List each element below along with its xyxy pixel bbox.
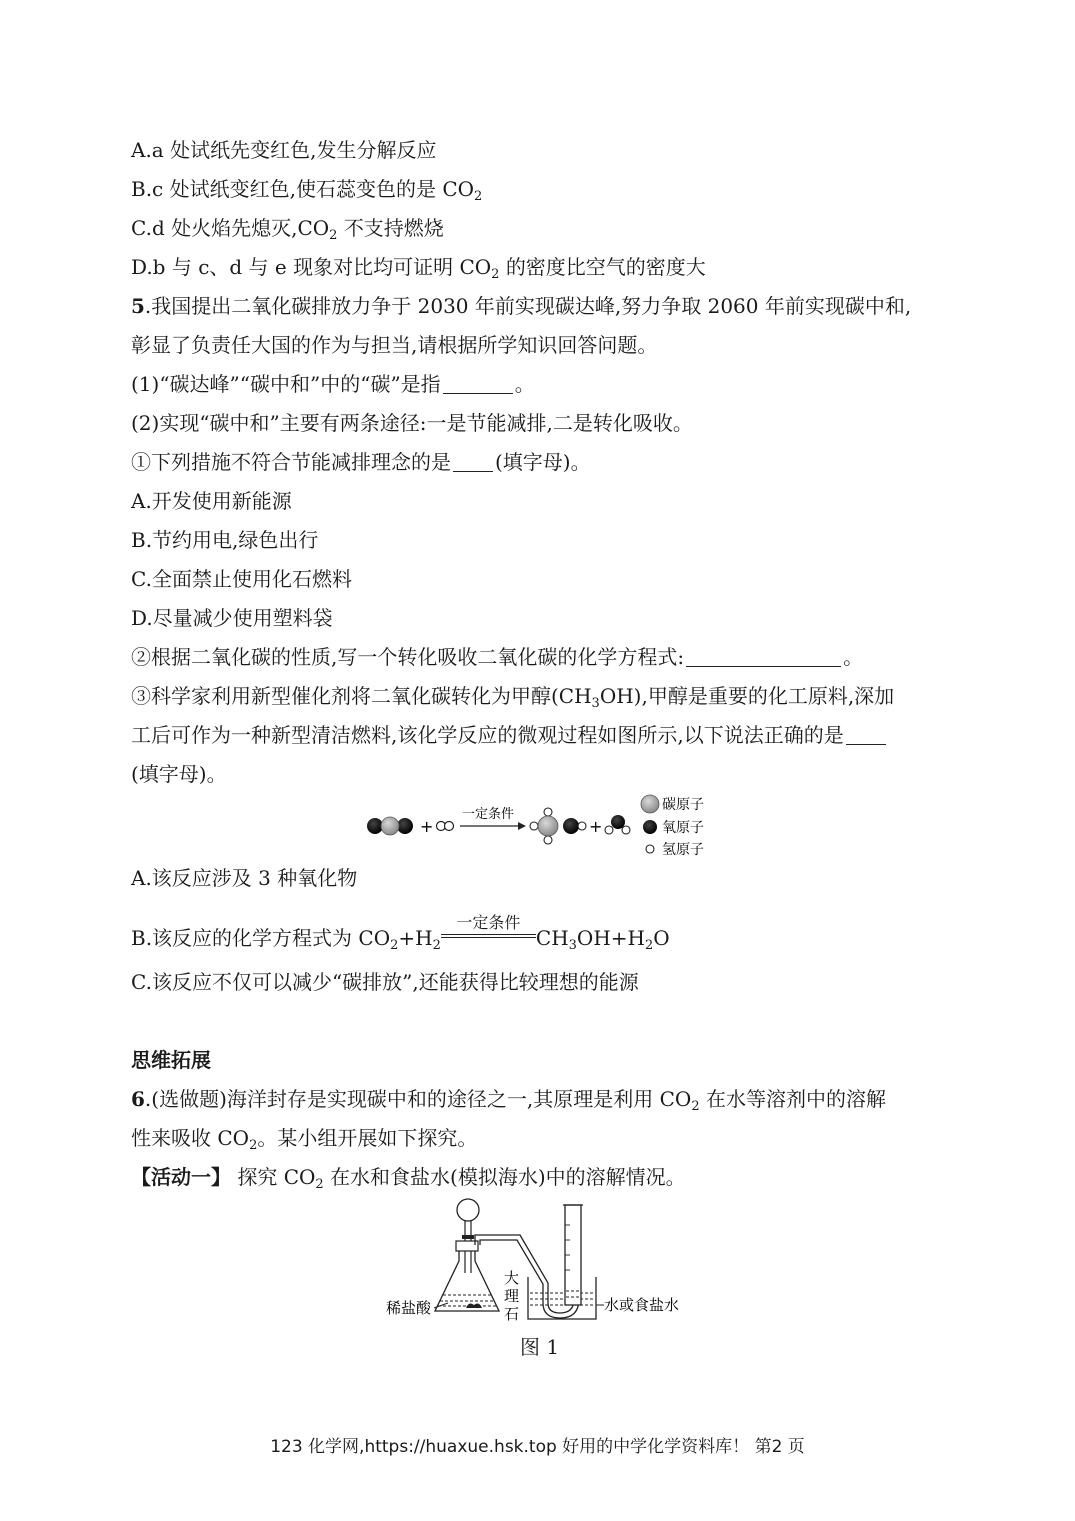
answer-blank[interactable] — [686, 646, 841, 667]
option-text: B.节约用电,绿色出行 — [131, 528, 319, 552]
label-marble-3: 石 — [504, 1305, 520, 1323]
water-molecule-icon — [605, 815, 630, 834]
q4-option-a — [131, 136, 436, 164]
option-text: D.尽量减少使用塑料袋 — [131, 606, 333, 630]
label-dilute-hcl: 稀盐酸 — [386, 1299, 432, 1317]
q6-activity-1: 【活动一】 探究 $CO_2$ 在水和食盐水(模拟海水)中的溶解情况。 — [131, 1165, 686, 1192]
reaction-arrow-icon — [460, 822, 526, 830]
reaction-diagram — [360, 790, 730, 865]
answer-blank[interactable] — [846, 724, 886, 745]
q5-sub2-text: ②根据二氧化碳的性质,写一个转化吸收二氧化碳的化学方程式: — [131, 645, 685, 669]
q5-sub3-line3 — [131, 760, 227, 788]
q5-sub3-option-a — [131, 864, 357, 892]
figure-caption: 图 1 — [520, 1335, 560, 1359]
q5-part1-text: (1)“碳达峰”“碳中和”中的“碳”是指 — [131, 372, 441, 396]
option-text: A.该反应涉及 3 种氧化物 — [131, 866, 358, 890]
q4-option-c-suffix: 不支持燃烧 — [343, 216, 444, 240]
q5-sub3-line1: ③科学家利用新型催化剂将二氧化碳转化为甲醇$(CH_3OH)$,甲醇是重要的化工原料,深加 — [131, 684, 895, 711]
q5-sub1-text: ①下列措施不符合节能减排理念的是 — [131, 450, 451, 474]
product-text-3: O — [653, 926, 670, 950]
option-text: A.开发使用新能源 — [131, 489, 292, 513]
q5-sub1-option-d — [131, 604, 333, 632]
q5-sub3-text: ③科学家利用新型催化剂将二氧化碳转化为甲醇(CH — [131, 684, 592, 708]
legend — [641, 795, 704, 858]
equation-condition — [441, 913, 536, 945]
option-text: C.该反应不仅可以减少“碳排放”,还能获得比较理想的能源 — [131, 970, 639, 994]
q5-sub3-text-2: OH),甲醇是重要的化工原料,深加 — [599, 684, 895, 708]
h2-molecule-icon — [437, 822, 454, 831]
q4-option-b-text: B.c 处试纸变红色,使石蕊变色的是 CO — [131, 177, 475, 201]
q6-stem-line2: 性来吸收 $CO_2$。某小组开展如下探究。 — [131, 1126, 478, 1153]
q4-option-d-suffix: 的密度比空气的密度大 — [505, 255, 706, 279]
q6-stem-text-2: 性来吸收 CO — [131, 1126, 250, 1150]
q5-sub1-suffix: (填字母)。 — [495, 450, 591, 474]
q5-stem-text-2: 彰显了负责任大国的作为与担当,请根据所学知识回答问题。 — [131, 333, 658, 357]
activity-text: 探究 CO — [231, 1165, 316, 1189]
legend-hydrogen: 氢原子 — [662, 842, 704, 858]
q5-sub3-text-4: (填字母)。 — [131, 762, 227, 786]
q5-part2-text: (2)实现“碳中和”主要有两条途径:一是节能减排,二是转化吸收。 — [131, 411, 693, 435]
q5-sub3-option-c — [131, 968, 639, 996]
q4-option-b: B.c 处试纸变红色,使石蕊变色的是 $CO_2$ — [131, 177, 483, 204]
q5-sub1-option-a — [131, 487, 292, 515]
hydrogen-atom-icon — [646, 845, 654, 853]
q6-stem-suffix: 在水等溶剂中的溶解 — [705, 1087, 886, 1111]
legend-oxygen: 氧原子 — [662, 820, 704, 836]
option-text: C.全面禁止使用化石燃料 — [131, 567, 352, 591]
label-marble-2: 理 — [504, 1287, 520, 1305]
marble-chips-icon — [466, 1304, 482, 1308]
page-footer: 123 化学网,https://huaxue.hsk.top 好用的中学化学资料库！ 第2 页 — [270, 1437, 805, 1457]
q5-sub1 — [131, 448, 591, 476]
apparatus-figure — [380, 1195, 700, 1330]
condition-label: 一定条件 — [462, 807, 515, 822]
conical-flask-icon — [435, 1241, 499, 1311]
option-text: B.该反应的化学方程式为 CO — [131, 926, 391, 950]
q5-sub2-suffix: 。 — [843, 645, 864, 669]
product-text: CH — [535, 926, 569, 950]
product-text-2: OH+H — [576, 926, 645, 950]
plus-sign: + — [420, 817, 434, 836]
oxygen-atom-icon — [643, 820, 657, 834]
q5-sub1-option-c — [131, 565, 352, 593]
q5-stem-text: .我国提出二氧化碳排放力争于 2030 年前实现碳达峰,努力争取 2060 年前实现碳中和, — [144, 294, 912, 318]
q5-sub1-option-b — [131, 526, 318, 554]
q6-stem-line1: 6.(选做题)海洋封存是实现碳中和的途径之一,其原理是利用 $CO_2$ 在水等溶剂中的溶解 — [131, 1087, 886, 1114]
q5-sub3-option-b: B.该反应的化学方程式为 $CO_2+H_2$ 一定条件 $CH_3OH+H_2O$ — [131, 924, 670, 952]
q5-stem-line1 — [131, 292, 911, 320]
equation-condition-text: 一定条件 — [456, 913, 521, 932]
answer-blank[interactable] — [443, 373, 513, 394]
activity-label: 【活动一】 — [131, 1165, 231, 1189]
q5-part1-suffix: 。 — [514, 372, 535, 396]
q6-number: 6 — [131, 1087, 145, 1111]
carbon-atom-icon — [641, 795, 659, 813]
answer-blank[interactable] — [453, 451, 493, 472]
legend-carbon: 碳原子 — [662, 797, 704, 813]
q4-option-a-text: A.a 处试纸先变红色,发生分解反应 — [131, 138, 437, 162]
q5-part1 — [131, 370, 535, 398]
section-heading: 思维拓展 — [131, 1048, 211, 1072]
q6-stem-text: .(选做题)海洋封存是实现碳中和的途径之一,其原理是利用 CO — [144, 1087, 692, 1111]
activity-suffix: 在水和食盐水(模拟海水)中的溶解情况。 — [330, 1165, 686, 1189]
q4-option-c-text: C.d 处火焰先熄灭,CO — [131, 216, 330, 240]
q4-option-d: D.b 与 c、d 与 e 现象对比均可证明 $CO_2$ 的密度比空气的密度大 — [131, 255, 706, 282]
co2-molecule-icon — [367, 817, 413, 835]
label-water-or-brine: 水或食盐水 — [604, 1296, 680, 1314]
q5-sub3-line2 — [131, 721, 888, 749]
q5-sub3-text-3: 工后可作为一种新型清洁燃料,该化学反应的微观过程如图所示,以下说法正确的是 — [131, 723, 844, 747]
q6-stem-suffix-2: 。某小组开展如下探究。 — [257, 1126, 478, 1150]
q5-sub2 — [131, 643, 863, 671]
label-marble-1: 大 — [504, 1269, 520, 1287]
q5-part2 — [131, 409, 693, 437]
q4-option-d-text: D.b 与 c、d 与 e 现象对比均可证明 CO — [131, 255, 492, 279]
plus-sign-2: + — [589, 817, 603, 836]
q4-option-c: C.d 处火焰先熄灭$,CO_2$ 不支持燃烧 — [131, 216, 444, 243]
methanol-molecule-icon — [530, 808, 586, 844]
q5-stem-line2 — [131, 331, 657, 359]
q5-number: 5 — [131, 294, 145, 318]
graduated-cylinder-icon — [563, 1205, 583, 1305]
